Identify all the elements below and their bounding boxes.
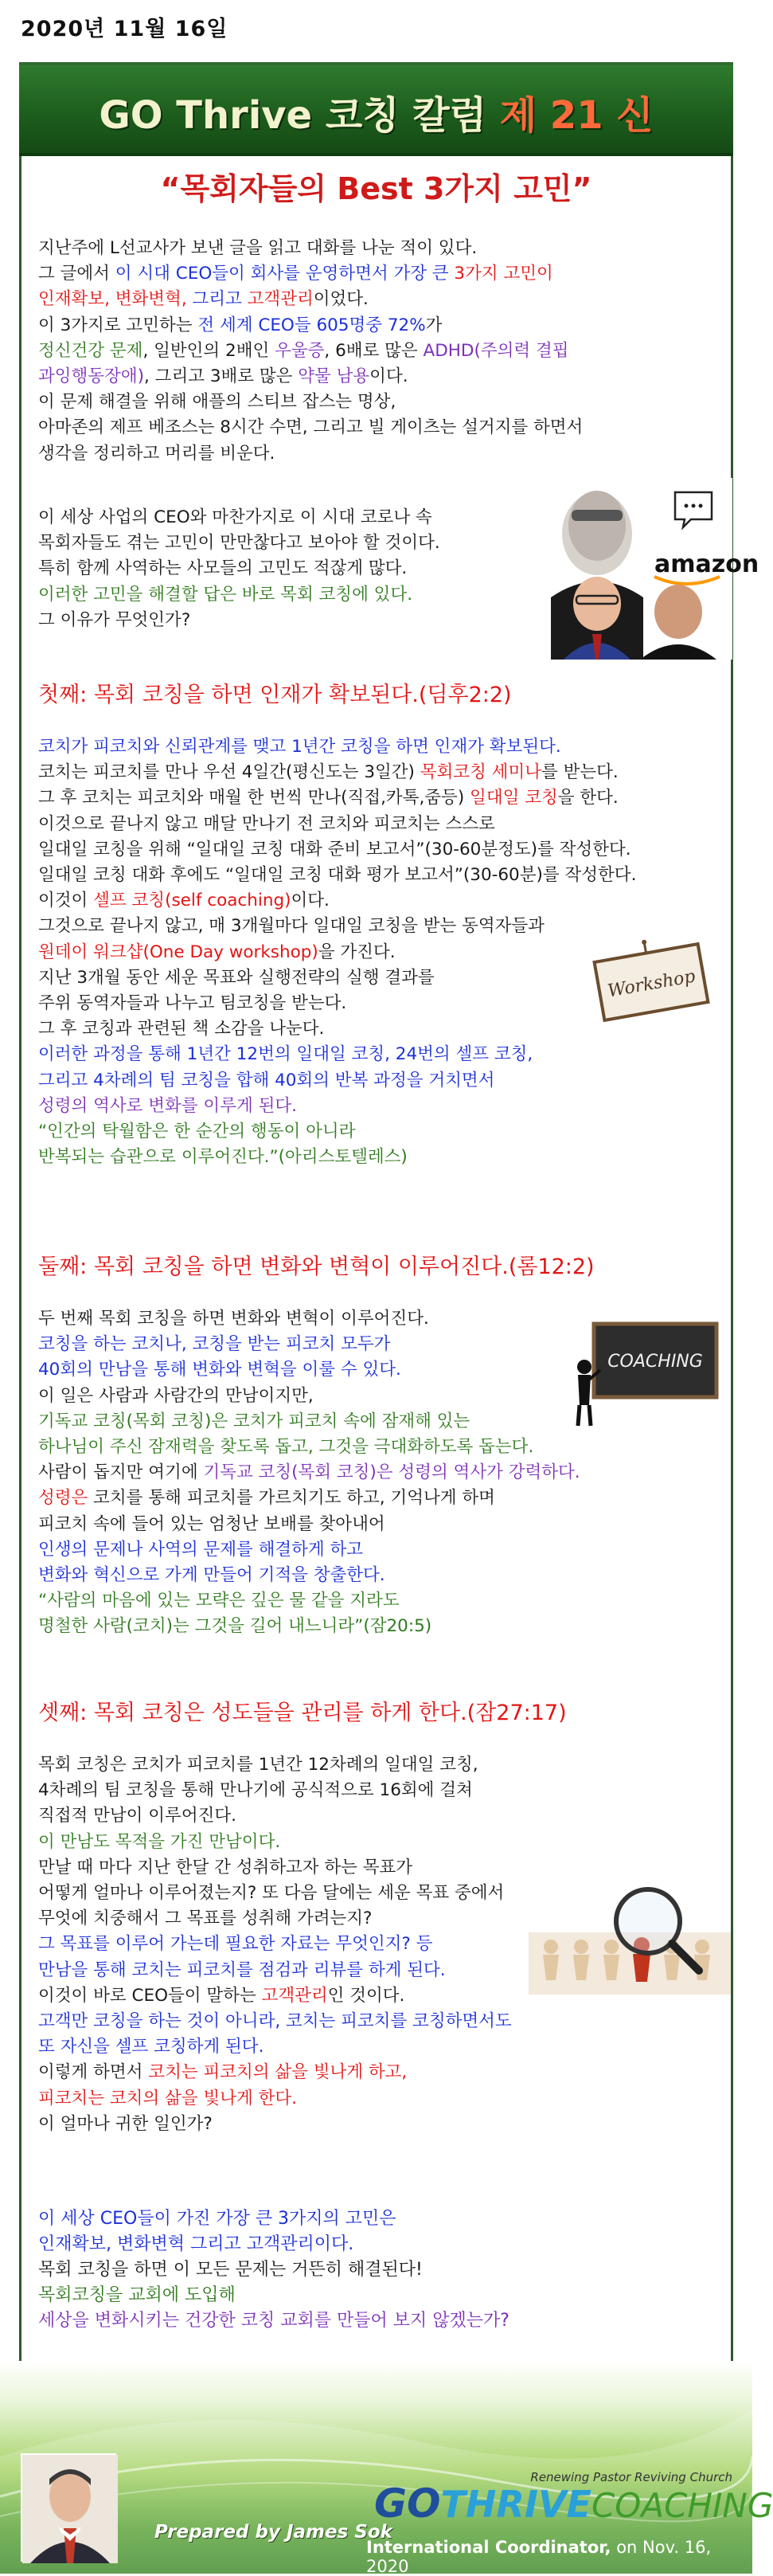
text-line bbox=[38, 236, 583, 261]
logo-thrive: THRIVE bbox=[440, 2483, 591, 2526]
text-segment: 코치가 피코치와 신뢰관계를 맺고 1년간 코칭을 하면 인재가 확보된다. bbox=[38, 737, 561, 757]
text-line bbox=[38, 1409, 580, 1435]
text-segment: 특히 함께 사역하는 사모들의 고민도 적잖게 많다. bbox=[38, 558, 408, 579]
text-segment: 이다. bbox=[291, 891, 330, 911]
text-segment: 목회 코칭은 코치가 피코치를 1년간 12차례의 일대일 코칭, bbox=[38, 1755, 478, 1775]
section-1-body bbox=[38, 734, 636, 1170]
text-line bbox=[38, 313, 583, 339]
text-line bbox=[38, 734, 636, 760]
section-3-body bbox=[38, 1752, 512, 2137]
text-line bbox=[38, 2086, 512, 2112]
text-segment: 이것으로 끝나지 않고 매달 만나기 전 코치와 피코치는 스스로 bbox=[38, 813, 495, 834]
logo-coaching: COACHING bbox=[591, 2486, 773, 2525]
text-segment: 4차례의 팀 코칭을 통해 만나기에 공식적으로 16회에 걸쳐 bbox=[38, 1780, 473, 1801]
article-title: “목회자들의 Best 3가지 고민” bbox=[160, 171, 592, 206]
text-line bbox=[38, 1906, 512, 1932]
text-segment: 이 문제 해결을 위해 애플의 스티브 잡스는 명상, bbox=[38, 392, 396, 413]
text-segment: 만날 때 마다 지난 한달 간 성취하고자 하는 목표가 bbox=[38, 1857, 413, 1877]
text-line bbox=[38, 339, 583, 364]
coaching-board-illustration bbox=[570, 1317, 721, 1429]
text-segment: 고객관리 bbox=[261, 1985, 328, 2006]
text-line bbox=[38, 1778, 512, 1803]
text-line bbox=[38, 991, 636, 1016]
text-segment: 기독교 코칭(목회 코칭)은 코치가 피코치 속에 잠재해 있는 bbox=[38, 1411, 470, 1431]
section-3-heading: 셋째: 목회 코칭은 성도들을 관리를 하게 한다.(잠27:17) bbox=[38, 1701, 567, 1725]
text-segment: ADHD(주의력 결핍 bbox=[423, 340, 569, 361]
text-line bbox=[38, 1384, 580, 1409]
text-segment: 코칭을 하는 코치나, 코칭을 받는 피코치 모두가 bbox=[38, 1334, 391, 1355]
conclusion-paragraph bbox=[38, 2206, 509, 2334]
tagline: Renewing Pastor Reviving Church bbox=[530, 2470, 732, 2484]
text-line bbox=[38, 1119, 636, 1145]
text-line bbox=[38, 1932, 512, 1957]
text-segment: 명철한 사람(코치)는 그것을 길어 내느니라”(잠20:5) bbox=[38, 1616, 432, 1637]
text-segment: 그 글에서 bbox=[38, 264, 115, 284]
text-segment: 목회코칭 세미나 bbox=[420, 762, 541, 783]
text-segment: 직접적 만남이 이루어진다. bbox=[38, 1806, 236, 1826]
text-line bbox=[38, 608, 440, 633]
text-segment: 지난 3개월 동안 세운 목표와 실행전략의 실행 결과를 bbox=[38, 967, 435, 988]
text-segment: 약물 남용 bbox=[298, 366, 370, 387]
text-line bbox=[38, 1042, 636, 1067]
text-segment: 목회코칭을 교회에 도입해 bbox=[38, 2285, 236, 2305]
text-segment: 이러한 고민을 해결할 답은 바로 목회 코칭에 있다. bbox=[38, 584, 413, 605]
text-line bbox=[38, 1145, 636, 1170]
text-segment: 고객관리 bbox=[247, 289, 314, 310]
text-segment: 코치를 통해 피코치를 가르치기도 하고, 기억나게 하며 bbox=[88, 1488, 495, 1509]
text-segment: 기독교 코칭(목회 코칭)은 성령의 역사가 강력하다. bbox=[203, 1462, 580, 1483]
text-segment: 변화와 혁신으로 가게 만들어 기적을 창출한다. bbox=[38, 1565, 385, 1586]
text-segment: 이것이 bbox=[38, 891, 94, 911]
text-segment: 이 만남도 목적을 가진 만남이다. bbox=[38, 1831, 281, 1852]
banner-title-issue: 제 21 신 bbox=[499, 93, 654, 138]
text-line bbox=[38, 505, 440, 530]
text-segment: 그것으로 끝나지 않고, 매 3개월마다 일대일 코칭을 받는 동역자들과 bbox=[38, 916, 545, 937]
section-2-body bbox=[38, 1306, 580, 1640]
text-segment: 이 3가지로 고민하는 bbox=[38, 315, 198, 335]
prepared-by: Prepared by James Sok bbox=[154, 2522, 392, 2543]
text-segment: 그 후 코칭과 관련된 책 소감을 나눈다. bbox=[38, 1019, 325, 1039]
text-line bbox=[38, 415, 583, 440]
magnifier-figures-illustration bbox=[529, 1877, 731, 1995]
text-segment: 이것이 바로 CEO들이 말하는 bbox=[38, 1985, 262, 2006]
text-line bbox=[38, 287, 583, 312]
workshop-sign-illustration bbox=[588, 938, 715, 1026]
text-line bbox=[38, 261, 583, 287]
text-line bbox=[38, 1752, 512, 1778]
text-line bbox=[38, 2009, 512, 2034]
text-line bbox=[38, 441, 583, 467]
section-1-heading: 첫째: 목회 코칭을 하면 인재가 확보된다.(딤후2:2) bbox=[38, 683, 512, 707]
text-line bbox=[38, 530, 440, 556]
text-segment: 아마존의 제프 베조스는 8시간 수면, 그리고 빌 게이츠는 설거지를 하면서 bbox=[38, 417, 584, 438]
text-line bbox=[38, 1983, 512, 2009]
text-line bbox=[38, 940, 636, 965]
text-line bbox=[38, 1563, 580, 1588]
coordinator-date: on Nov. 16, 2020 bbox=[366, 2538, 712, 2576]
text-segment: 원데이 워크샵(One Day workshop) bbox=[38, 942, 318, 962]
text-line bbox=[38, 1332, 580, 1357]
text-segment: 를 받는다. bbox=[541, 762, 619, 783]
page-header bbox=[0, 0, 752, 49]
text-segment: 일대일 코칭 bbox=[470, 788, 558, 808]
coordinator-line bbox=[366, 2538, 752, 2576]
text-segment: 이 시대 CEO들이 회사를 운영하면서 가장 큰 bbox=[115, 264, 455, 284]
intro-paragraph-2 bbox=[38, 505, 440, 633]
intro-paragraph-1 bbox=[38, 236, 583, 467]
text-line bbox=[38, 785, 636, 811]
text-line bbox=[38, 2232, 509, 2257]
text-segment: 그리고 4차례의 팀 코칭을 합해 40회의 반복 과정을 거치면서 bbox=[38, 1070, 495, 1090]
text-segment: 과잉행동장애) bbox=[38, 366, 145, 387]
text-segment: , 그리고 3배로 많은 bbox=[144, 366, 299, 387]
text-segment: 셀프 코칭(self coaching) bbox=[93, 891, 291, 911]
text-segment: 이 세상 CEO들이 가진 가장 큰 3가지의 고민은 bbox=[38, 2209, 396, 2229]
text-segment: 인재확보, 변화변혁 그리고 고객관리이다. bbox=[38, 2234, 354, 2254]
banner-title bbox=[19, 84, 733, 139]
text-line bbox=[38, 1306, 580, 1332]
text-line bbox=[38, 914, 636, 939]
text-line bbox=[38, 1512, 580, 1537]
coordinator-title: International Coordinator, bbox=[366, 2538, 611, 2557]
text-line bbox=[38, 2283, 509, 2308]
text-line bbox=[38, 1435, 580, 1460]
text-segment: 코치는 피코치의 삶을 빛나게 하고, bbox=[148, 2062, 408, 2083]
text-segment: 을 한다. bbox=[557, 788, 619, 808]
text-segment: 성령의 역사로 변화를 이루게 된다. bbox=[38, 1095, 297, 1116]
text-line bbox=[38, 1486, 580, 1511]
text-line bbox=[38, 1016, 636, 1042]
text-segment: 어떻게 얼마나 이루어졌는지? 또 다음 달에는 세운 목표 중에서 bbox=[38, 1883, 505, 1904]
logo-go: GO bbox=[374, 2480, 441, 2527]
text-segment: 3가지 고민이 bbox=[454, 264, 553, 284]
text-line bbox=[38, 1094, 636, 1119]
text-line bbox=[38, 1855, 512, 1881]
text-segment: 하나님이 주신 잠재력을 찾도록 돕고, 그것을 극대화하도록 돕는다. bbox=[38, 1437, 534, 1458]
text-line bbox=[38, 2257, 509, 2283]
text-line bbox=[38, 965, 636, 991]
text-line bbox=[38, 888, 636, 914]
banner-title-main: GO Thrive 코칭 칼럼 bbox=[99, 93, 500, 138]
text-segment: 목회 코칭을 하면 이 모든 문제는 거뜬히 해결된다! bbox=[38, 2260, 423, 2280]
text-line bbox=[38, 1830, 512, 1855]
text-segment: 이렇게 하면서 bbox=[38, 2062, 149, 2083]
text-segment: 그 이유가 무엇인가? bbox=[38, 609, 191, 630]
text-line bbox=[38, 1803, 512, 1829]
text-segment: 피코치는 코치의 삶을 빛나게 한다. bbox=[38, 2088, 297, 2108]
text-segment: 이다. bbox=[369, 366, 408, 387]
go-thrive-coaching-logo bbox=[374, 2480, 773, 2527]
ceo-photo-illustration bbox=[535, 478, 759, 660]
author-photo bbox=[21, 2453, 116, 2562]
text-line bbox=[38, 2206, 509, 2232]
text-segment: 전 세계 CEO들 605명중 72% bbox=[197, 315, 426, 335]
text-segment: 반복되는 습관으로 이루어진다.”(아리스토텔레스) bbox=[38, 1147, 408, 1168]
text-segment: 우울증 bbox=[275, 340, 325, 361]
text-segment: 정신건강 문제 bbox=[38, 340, 143, 361]
text-line bbox=[38, 812, 636, 837]
text-line bbox=[38, 556, 440, 581]
text-segment: 을 가진다. bbox=[318, 942, 396, 962]
text-segment: 인재확보, 변화변혁, bbox=[38, 289, 193, 310]
text-line bbox=[38, 1357, 580, 1383]
text-segment: 고객만 코칭을 하는 것이 아니라, 코치는 피코치를 코칭하면서도 bbox=[38, 2011, 512, 2032]
text-segment: “인간의 탁월함은 한 순간의 행동이 아니라 bbox=[38, 1122, 356, 1142]
text-segment: 또 자신을 셀프 코칭하게 된다. bbox=[38, 2037, 264, 2057]
text-segment: 이었다. bbox=[313, 289, 369, 310]
text-line bbox=[38, 1958, 512, 1983]
text-line bbox=[38, 2112, 512, 2137]
text-segment: 코치는 피코치를 만나 우선 4일간(평신도는 3일간) bbox=[38, 762, 420, 783]
workshop-sign-text: Workshop bbox=[606, 966, 697, 1002]
text-segment: 생각을 정리하고 머리를 비운다. bbox=[38, 443, 275, 464]
text-line bbox=[38, 863, 636, 888]
text-line bbox=[38, 1460, 580, 1486]
text-line bbox=[38, 1537, 580, 1563]
text-line bbox=[38, 582, 440, 608]
section-2-heading: 둘째: 목회 코칭을 하면 변화와 변혁이 이루어진다.(롬12:2) bbox=[38, 1255, 595, 1279]
text-segment: 목회자들도 겪는 고민이 만만찮다고 보아야 할 것이다. bbox=[38, 533, 440, 554]
text-line bbox=[38, 760, 636, 785]
coaching-board-text: COACHING bbox=[607, 1352, 703, 1372]
column-banner bbox=[19, 62, 733, 156]
text-segment: , 일반인의 2배인 bbox=[142, 340, 275, 361]
amazon-logo-text: amazon bbox=[654, 550, 759, 578]
column-date: 2020년 11월 16일 bbox=[21, 17, 228, 41]
text-segment: 주위 동역자들과 나누고 팀코칭을 받는다. bbox=[38, 993, 347, 1014]
text-segment: 성령은 bbox=[38, 1488, 88, 1509]
text-line bbox=[38, 2034, 512, 2060]
text-segment: 두 번째 목회 코칭을 하면 변화와 변혁이 이루어진다. bbox=[38, 1309, 429, 1329]
text-line bbox=[38, 390, 583, 415]
text-segment: 무엇에 치중해서 그 목표를 성취해 가려는지? bbox=[38, 1909, 373, 1929]
text-line bbox=[38, 1588, 580, 1614]
text-line bbox=[38, 837, 636, 863]
text-line bbox=[38, 1068, 636, 1094]
text-segment: 일대일 코칭을 위해 “일대일 코칭 대화 준비 보고서”(30-60분정도)를 작성한다. bbox=[38, 839, 631, 859]
text-segment: 가 bbox=[425, 315, 443, 335]
text-segment: 일대일 코칭 대화 후에도 “일대일 코칭 대화 평가 보고서”(30-60분)를 작성한다. bbox=[38, 865, 637, 886]
text-segment: 인 것이다. bbox=[327, 1985, 405, 2006]
text-line bbox=[38, 1614, 580, 1639]
text-line bbox=[38, 1881, 512, 1906]
text-segment: 이 세상 사업의 CEO와 마찬가지로 이 시대 코로나 속 bbox=[38, 507, 432, 527]
text-segment: 만남을 통해 코치는 피코치를 점검과 리뷰를 하게 된다. bbox=[38, 1959, 446, 1980]
text-segment: 인생의 문제나 사역의 문제를 해결하게 하고 bbox=[38, 1539, 364, 1560]
text-segment: 그 후 코치는 피코치와 매월 한 번씩 만나(직접,카톡,줌등) bbox=[38, 788, 470, 808]
text-segment: , 6배로 많은 bbox=[324, 340, 424, 361]
text-segment: 사람이 돕지만 여기에 bbox=[38, 1462, 204, 1483]
text-segment: 이 얼마나 귀한 일인가? bbox=[38, 2113, 213, 2134]
text-segment: 그리고 bbox=[192, 289, 248, 310]
text-segment: 지난주에 L선교사가 보낸 글을 읽고 대화를 나눈 적이 있다. bbox=[38, 238, 478, 258]
text-line bbox=[38, 364, 583, 390]
text-segment: 피코치 속에 들어 있는 엄청난 보배를 찾아내어 bbox=[38, 1513, 385, 1534]
text-line bbox=[38, 2308, 509, 2334]
text-segment: 그 목표를 이루어 가는데 필요한 자료는 무엇인지? 등 bbox=[38, 1934, 433, 1955]
text-line bbox=[38, 2060, 512, 2085]
text-segment: “사람의 마음에 있는 모략은 깊은 물 같을 지라도 bbox=[38, 1591, 400, 1611]
text-segment: 이러한 과정을 통해 1년간 12번의 일대일 코칭, 24번의 셀프 코칭, bbox=[38, 1044, 533, 1065]
text-segment: 세상을 변화시키는 건강한 코칭 교회를 만들어 보지 않겠는가? bbox=[38, 2311, 509, 2331]
text-segment: 40회의 만남을 통해 변화와 변혁을 이룰 수 있다. bbox=[38, 1360, 401, 1380]
text-segment: 이 일은 사람과 사람간의 만남이지만, bbox=[38, 1385, 314, 1406]
